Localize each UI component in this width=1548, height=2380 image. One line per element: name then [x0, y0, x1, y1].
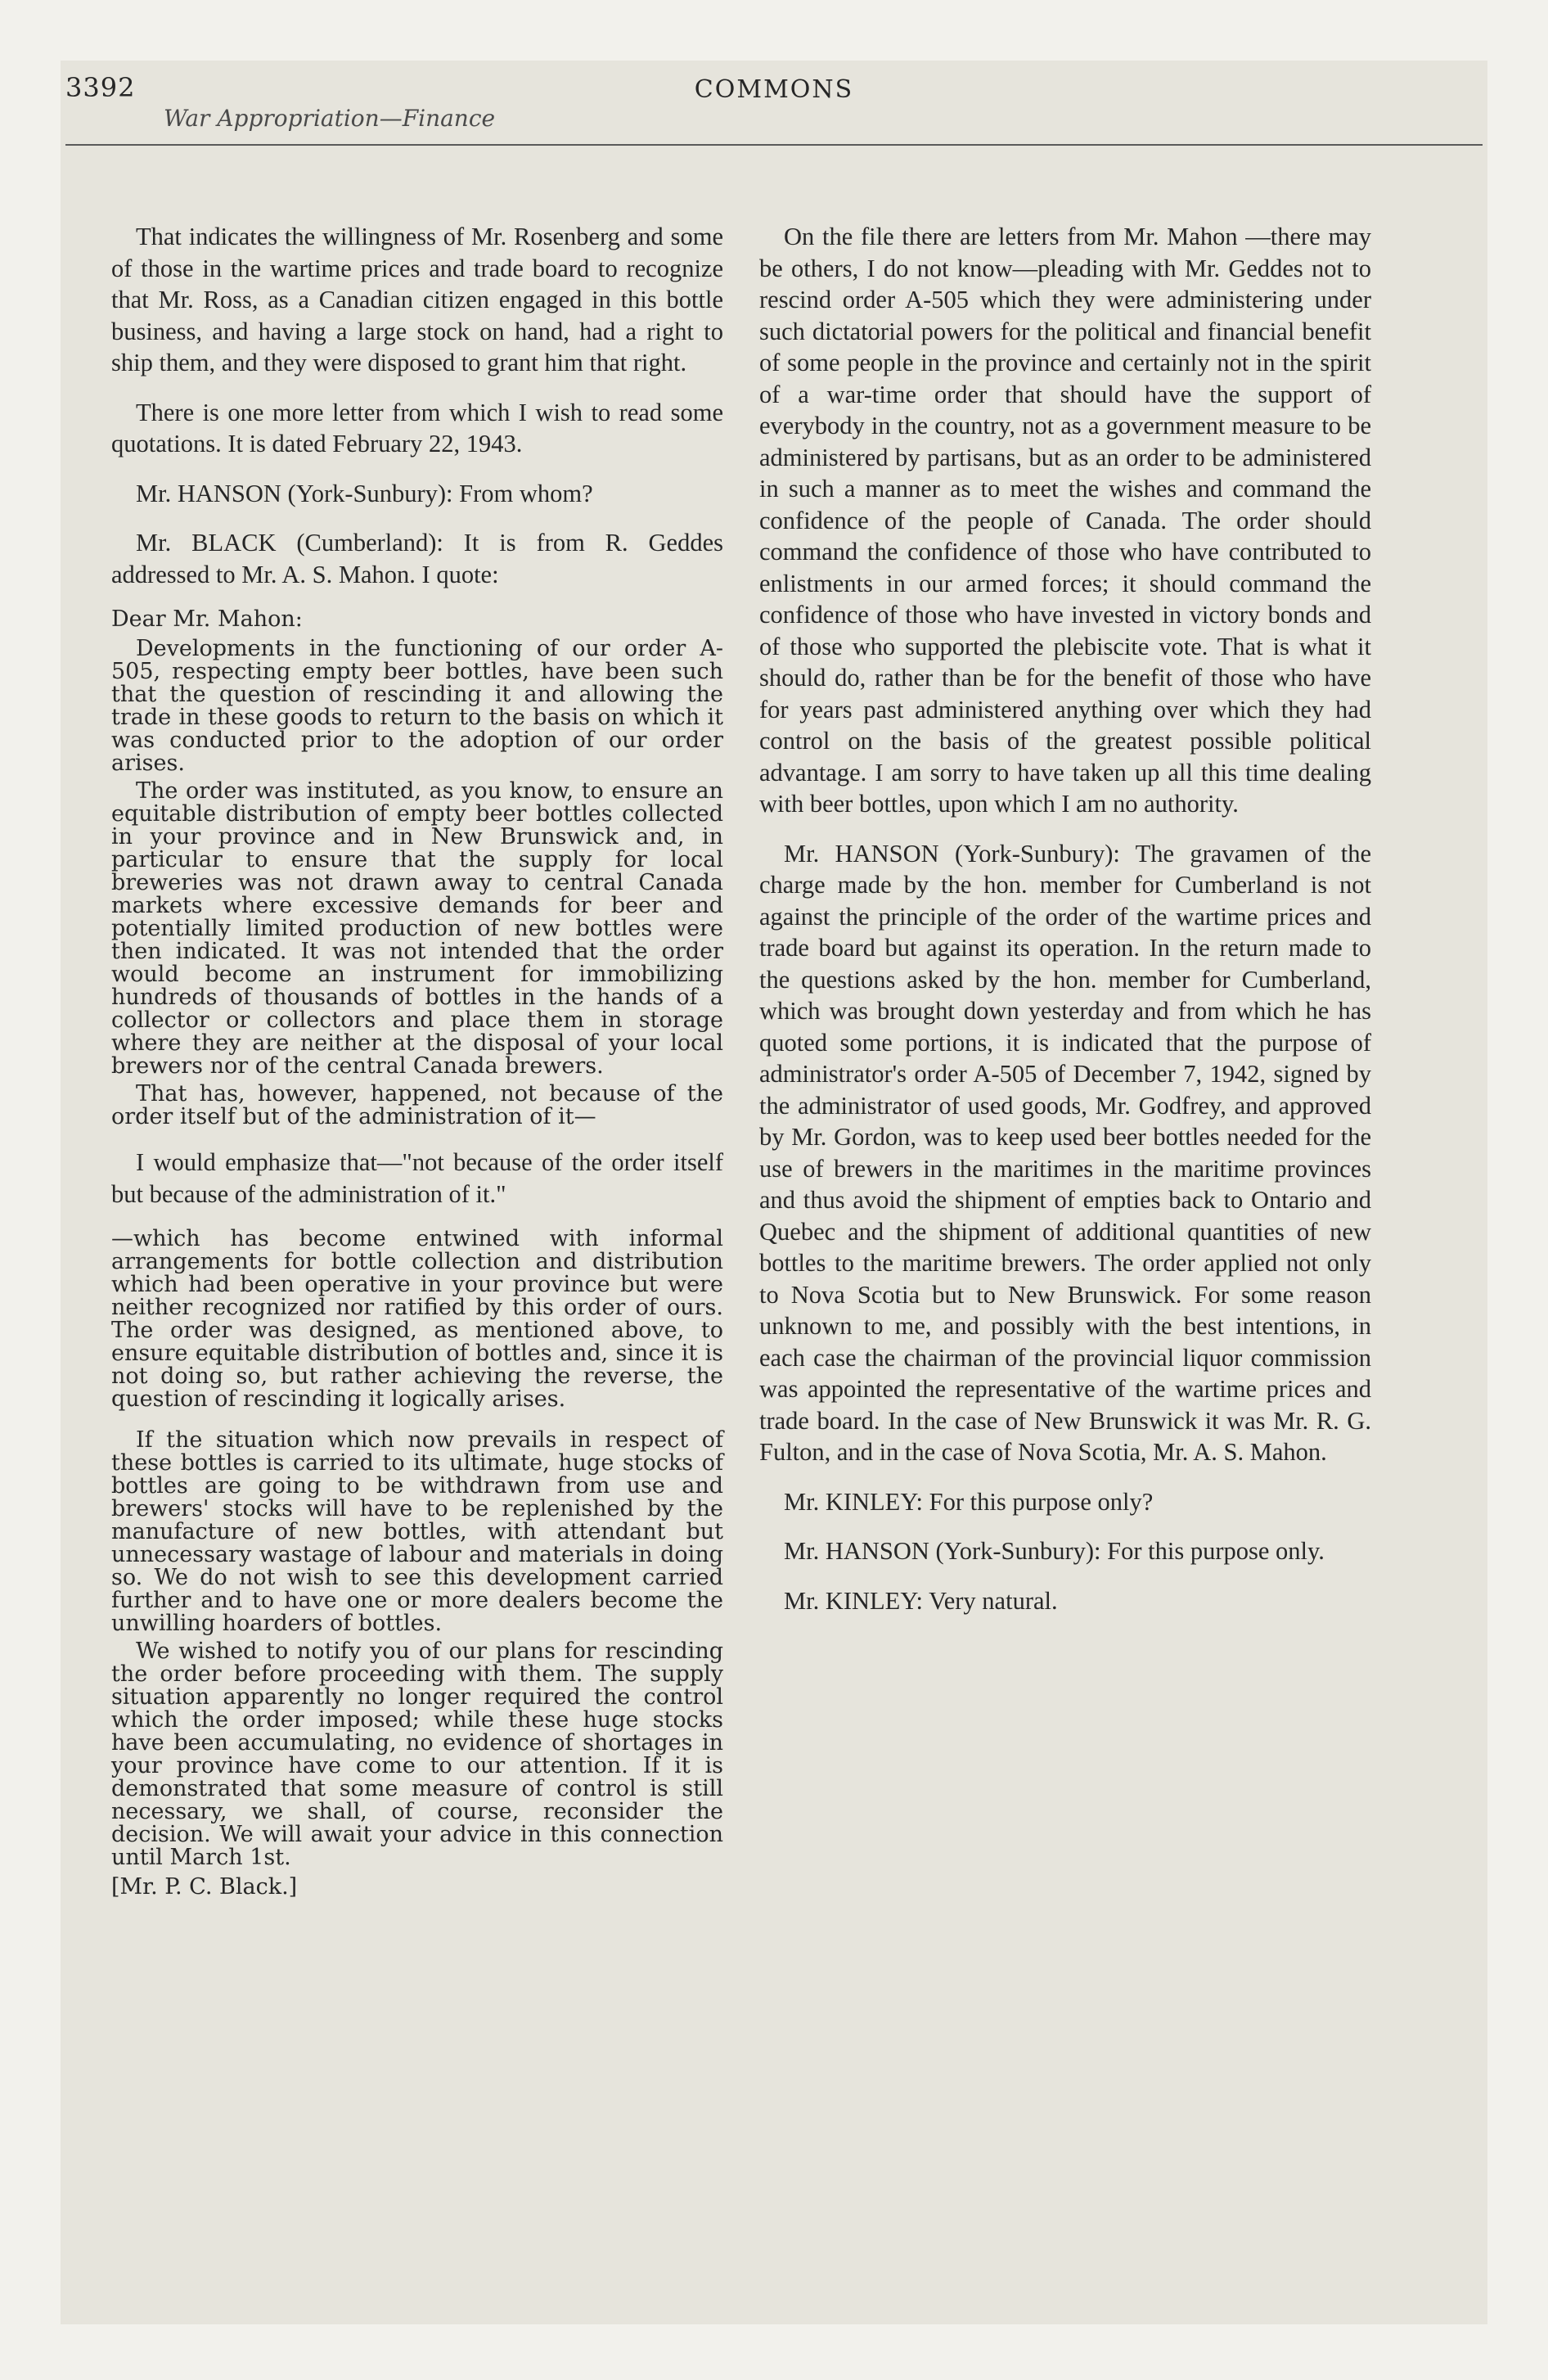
- quote-paragraph: If the situation which now prevails in respect of these bottles is carried to its ultimate, huge stocks of bottles are going to be withdrawn from use and brewers' stocks will have to be replenished by the manufacture of new bottles, with attendant but unnecessary wastage of labour and materials in doing so. We do not wish to see this development carried further and to have one or more dealers become the unwilling hoarders of bottles.: [111, 1427, 723, 1636]
- letter-salutation: Dear Mr. Mahon:: [111, 606, 303, 632]
- paragraph: Mr. KINLEY: Very natural.: [784, 1586, 1058, 1615]
- paragraph: Mr. BLACK (Cumberland): It is from R. Geddes addressed to Mr. A. S. Mahon. I quote:: [111, 529, 723, 588]
- left-column: [111, 221, 723, 1917]
- page-title: COMMONS: [694, 75, 854, 104]
- paragraph: Mr. HANSON (York-Sunbury): The gravamen of the charge made by the hon. member for Cumberland is not against the principle of the order of the wartime prices and trade board but against its operation. In the return made to the questions asked by the hon. member for Cumberland, which was brought down yesterday and from which he has quoted some portions, it is indicated that the purpose of administrator's order A-505 of December 7, 1942, signed by the administrator of used goods, Mr. Godfrey, and approved by Mr. Gordon, was to keep used beer bottles needed for the use of brewers in the maritimes in the maritime provinces and thus avoid the shipment of empties back to Ontario and Quebec and the shipment of additional quantities of new bottles to the maritime brewers. The order applied not only to Nova Scotia but to New Brunswick. For some reason unknown to me, and possibly with the best intentions, in each case the chairman of the provincial liquor commission was appointed the representative of the wartime prices and trade board. In the case of New Brunswick it was Mr. R. G. Fulton, and in the case of Nova Scotia, Mr. A. S. Mahon.: [759, 839, 1371, 1466]
- quote-paragraph: We wished to notify you of our plans for rescinding the order before proceeding with them. The supply situation apparently no longer required the control which the order imposed; while these huge stocks have been accumulating, no evidence of shortages in your province have come to our attention. If it is demonstrated that some measure of control is still necessary, we shall, of course, reconsider the decision. We will await your advice in this connection until March 1st.: [111, 1639, 723, 1870]
- quote-paragraph: —which has become entwined with informal arrangements for bottle collection and distribution which had been operative in your province but were neither recognized nor ratified by this order of ours. The order was designed, as mentioned above, to ensure equitable distribution of bottles and, since it is not doing so, but rather achieving the reverse, the question of rescinding it logically arises.: [111, 1226, 723, 1412]
- speaker-footnote: [Mr. P. C. Black.]: [111, 1874, 298, 1900]
- paragraph: There is one more letter from which I wish to read some quotations. It is dated February 22, 1943.: [111, 398, 723, 458]
- header-rule: [65, 144, 1483, 146]
- paragraph: That indicates the willingness of Mr. Rosenberg and some of those in the wartime prices and trade board to recognize that Mr. Ross, as a Canadian citizen engaged in this bottle business, and having a large stock on hand, had a right to ship them, and they were disposed to grant him that right.: [111, 223, 723, 376]
- paragraph: Mr. KINLEY: For this purpose only?: [784, 1487, 1154, 1516]
- paragraph: Mr. HANSON (York-Sunbury): For this purpose only.: [784, 1537, 1325, 1565]
- quoted-letter-continued: [111, 1228, 723, 1411]
- section-subtitle: War Appropriation—Finance: [164, 105, 496, 132]
- quote-paragraph: That has, however, happened, not because of the order itself but of the administration of it—: [111, 1081, 723, 1129]
- quote-paragraph: The order was instituted, as you know, to ensure an equitable distribution of empty beer bottles collected in your province and in New Brunswick and, in particular to ensure that the supply for local breweries was not drawn away to central Canada markets where excessive demands for beer and potentially limited production of new bottles were then indicated. It was not intended that the order would become an instrument for immobilizing hundreds of thousands of bottles in the hands of a collector or collectors and place them in storage where they are neither at the disposal of your local brewers nor of the central Canada brewers.: [111, 778, 723, 1079]
- paragraph: Mr. HANSON (York-Sunbury): From whom?: [136, 479, 593, 507]
- quoted-letter-continued: [111, 1429, 723, 1899]
- quote-paragraph: Developments in the functioning of our order A-505, respecting empty beer bottles, have been such that the question of rescinding it and allowing the trade in these goods to return to the basis on which it was conducted prior to the adoption of our order arises.: [111, 636, 723, 776]
- paragraph: I would emphasize that—"not because of the order itself but because of the administration of it.": [111, 1148, 723, 1208]
- page-number: 3392: [65, 72, 136, 103]
- quoted-letter: [111, 608, 723, 1129]
- paragraph: On the file there are letters from Mr. Mahon —there may be others, I do not know—pleading with Mr. Geddes not to rescind order A-505 which they were administering under such dictatorial powers for the political and financial benefit of some people in the province and certainly not in the spirit of a war-time order that should have the support of everybody in the country, not as a government measure to be administered by partisans, but as an order to be administered in such a manner as to meet the wishes and command the confidence of the people of Canada. The order should command the confidence of those who have contributed to enlistments in our armed forces; it should command the confidence of those who have invested in victory bonds and of those who supported the plebiscite vote. That is what it should do, rather than be for the benefit of those who have for years past administered anything over which they had control on the basis of the greatest possible political advantage. I am sorry to have taken up all this time dealing with beer bottles, upon which I am no authority.: [759, 223, 1371, 818]
- right-column: [759, 221, 1371, 1634]
